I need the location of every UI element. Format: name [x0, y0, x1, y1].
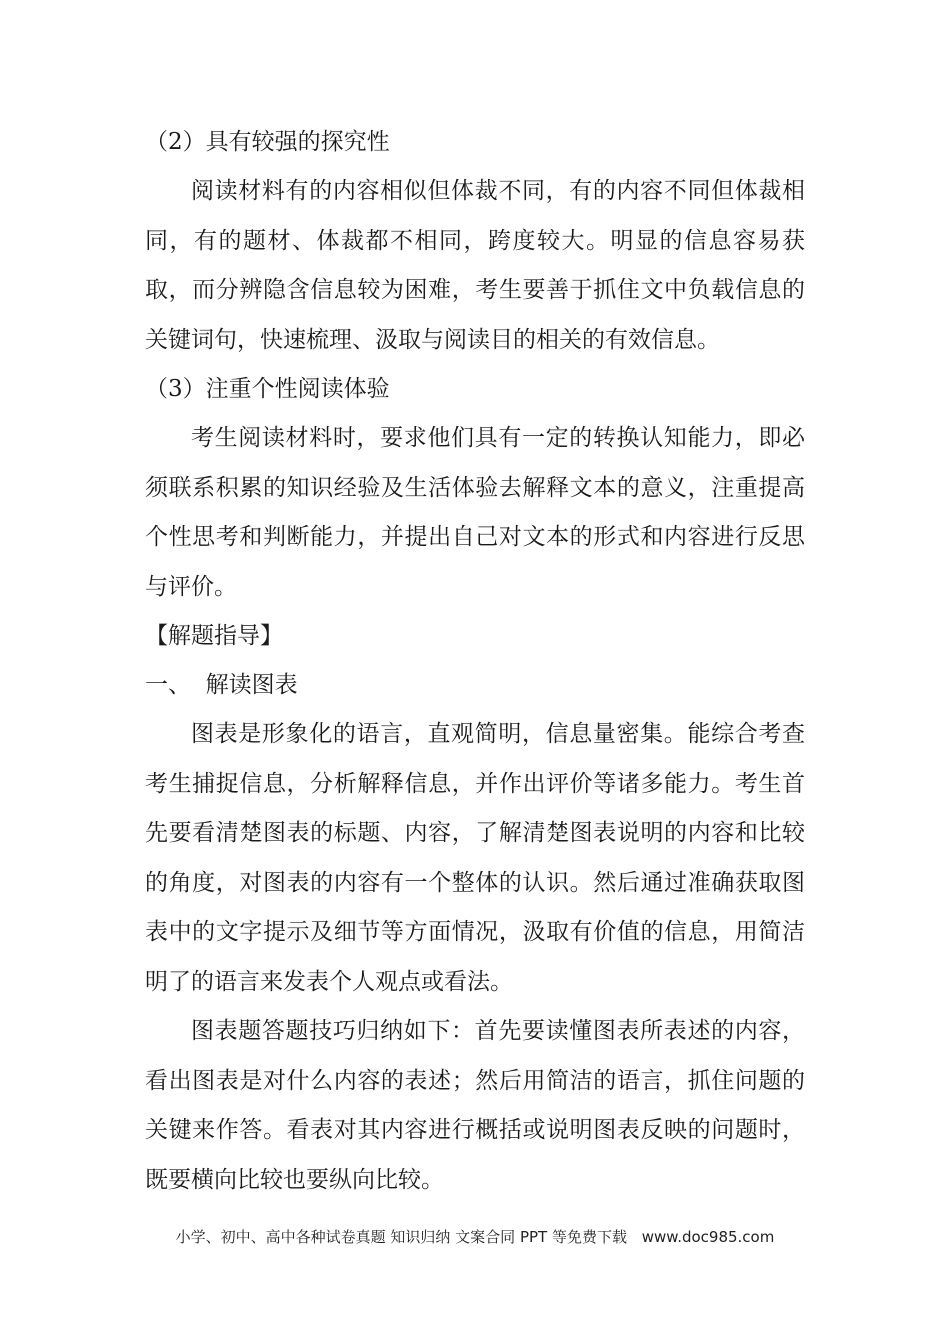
page-footer — [0, 1226, 950, 1247]
paragraph-personal-reading: 考生阅读材料时，要求他们具有一定的转换认知能力，即必须联系积累的知识经验及生活体验去解释文本的意义，注重提高个性思考和判断能力，并提出自己对文本的形式和内容进行反思与评价。 — [145, 425, 805, 600]
document-body — [145, 118, 805, 1205]
paragraph-chart-tips: 图表题答题技巧归纳如下：首先要读懂图表所表述的内容，看出图表是对什么内容的表述；然后用简洁的语言，抓住问题的关键来作答。看表对其内容进行概括或说明图表反映的问题时，既要横向比较也要纵向比较。 — [145, 1018, 805, 1193]
section-heading-2: （2）具有较强的探究性 — [145, 129, 390, 155]
paragraph-chart-reading: 图表是形象化的语言，直观简明，信息量密集。能综合考查考生捕捉信息，分析解释信息，并作出评价等诸多能力。考生首先要看清楚图表的标题、内容，了解清楚图表说明的内容和比较的角度，对图表的内容有一个整体的认识。然后通过准确获取图表中的文字提示及细节等方面情况，汲取有价值的信息，用简洁明了的语言来发表个人观点或看法。 — [145, 721, 805, 995]
paragraph-exploratory: 阅读材料有的内容相似但体裁不同，有的内容不同但体裁相同，有的题材、体裁都不相同，跨度较大。明显的信息容易获取，而分辨隐含信息较为困难，考生要善于抓住文中负载信息的关键词句，快速梳理、汲取与阅读目的相关的有效信息。 — [145, 178, 805, 353]
item-1-title: 一、 解读图表 — [145, 672, 298, 698]
section-heading-3: （3）注重个性阅读体验 — [145, 376, 390, 402]
footer-url[interactable]: www.doc985.com — [641, 1228, 775, 1246]
guide-title: 【解题指导】 — [145, 623, 283, 649]
footer-text: 小学、初中、高中各种试卷真题 知识归纳 文案合同 PPT 等免费下载 — [175, 1228, 627, 1246]
